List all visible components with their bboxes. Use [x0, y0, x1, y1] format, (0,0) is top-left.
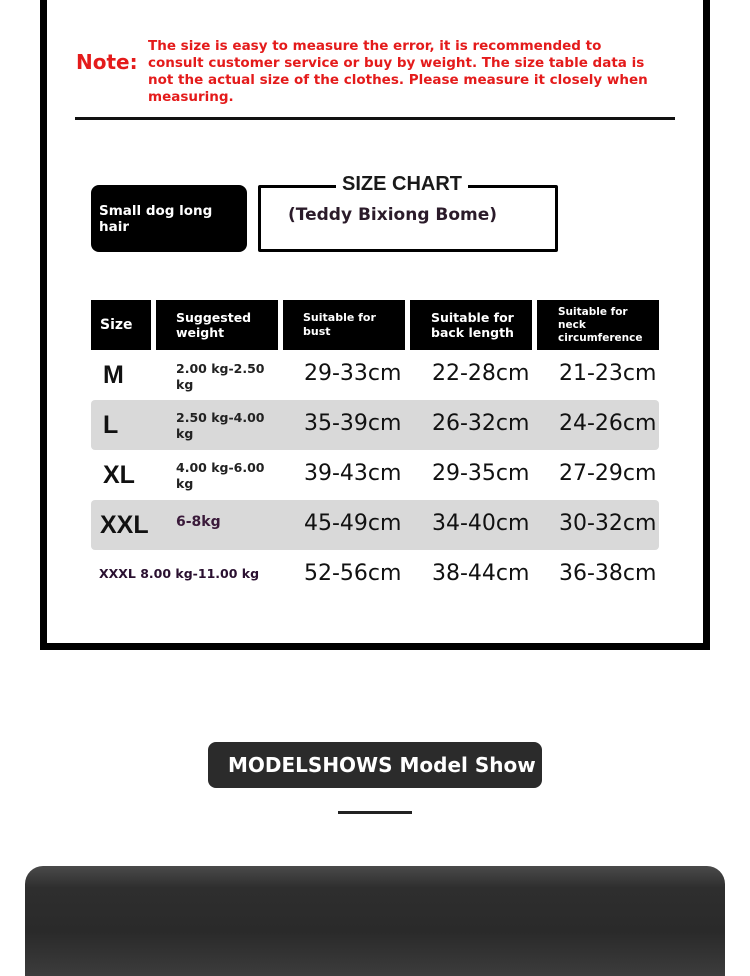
row-back-xxxl: 38-44cm: [432, 561, 530, 586]
row-size-xxl: XXL: [100, 511, 149, 539]
header-back-length: Suitable for back length: [410, 300, 532, 350]
row-size-m: M: [103, 361, 124, 389]
size-chart-subtitle: (Teddy Bixiong Bome): [288, 205, 498, 225]
row-back-xxl: 34-40cm: [432, 511, 530, 536]
row-back-m: 22-28cm: [432, 361, 530, 386]
header-bust: Suitable for bust: [283, 300, 405, 350]
row-back-xl: 29-35cm: [432, 461, 530, 486]
row-neck-xxxl: 36-38cm: [559, 561, 657, 586]
row-size-xl: XL: [103, 461, 135, 489]
header-size: Size: [91, 300, 151, 350]
divider: [75, 117, 675, 120]
row-weight-xl: 4.00 kg-6.00 kg: [176, 460, 265, 491]
row-back-l: 26-32cm: [432, 411, 530, 436]
row-neck-m: 21-23cm: [559, 361, 657, 386]
row-weight-m: 2.00 kg-2.50 kg: [176, 361, 265, 392]
row-bust-xl: 39-43cm: [304, 461, 402, 486]
header-weight: Suggested weight: [156, 300, 278, 350]
row-bust-xxl: 45-49cm: [304, 511, 402, 536]
model-show-banner: [208, 742, 542, 788]
row-bust-m: 29-33cm: [304, 361, 402, 386]
row-weight-l: 2.50 kg-4.00 kg: [176, 410, 265, 441]
note-text: The size is easy to measure the error, it is recommended to consult customer service or buy by weight. The size table data is not the actual size of the clothes. Please measure it closely when measuring.: [148, 38, 648, 105]
row-bust-xxxl: 52-56cm: [304, 561, 402, 586]
note-label: Note:: [76, 50, 138, 74]
row-neck-xxl: 30-32cm: [559, 511, 657, 536]
row-neck-l: 24-26cm: [559, 411, 657, 436]
section-underline: [338, 811, 412, 814]
category-badge: [91, 185, 247, 252]
header-neck: Suitable for neck circumference: [537, 300, 659, 350]
size-chart-title: SIZE CHART: [336, 173, 468, 196]
row-weight-xxl: 6-8kg: [176, 514, 221, 530]
row-bust-l: 35-39cm: [304, 411, 402, 436]
model-show-label: MODELSHOWS Model Show: [228, 753, 536, 777]
category-badge-label: Small dog long hair: [99, 202, 213, 235]
row-size-l: L: [103, 411, 119, 439]
row-neck-xl: 27-29cm: [559, 461, 657, 486]
row-size-weight-xxxl: XXXL 8.00 kg-11.00 kg: [99, 566, 260, 581]
